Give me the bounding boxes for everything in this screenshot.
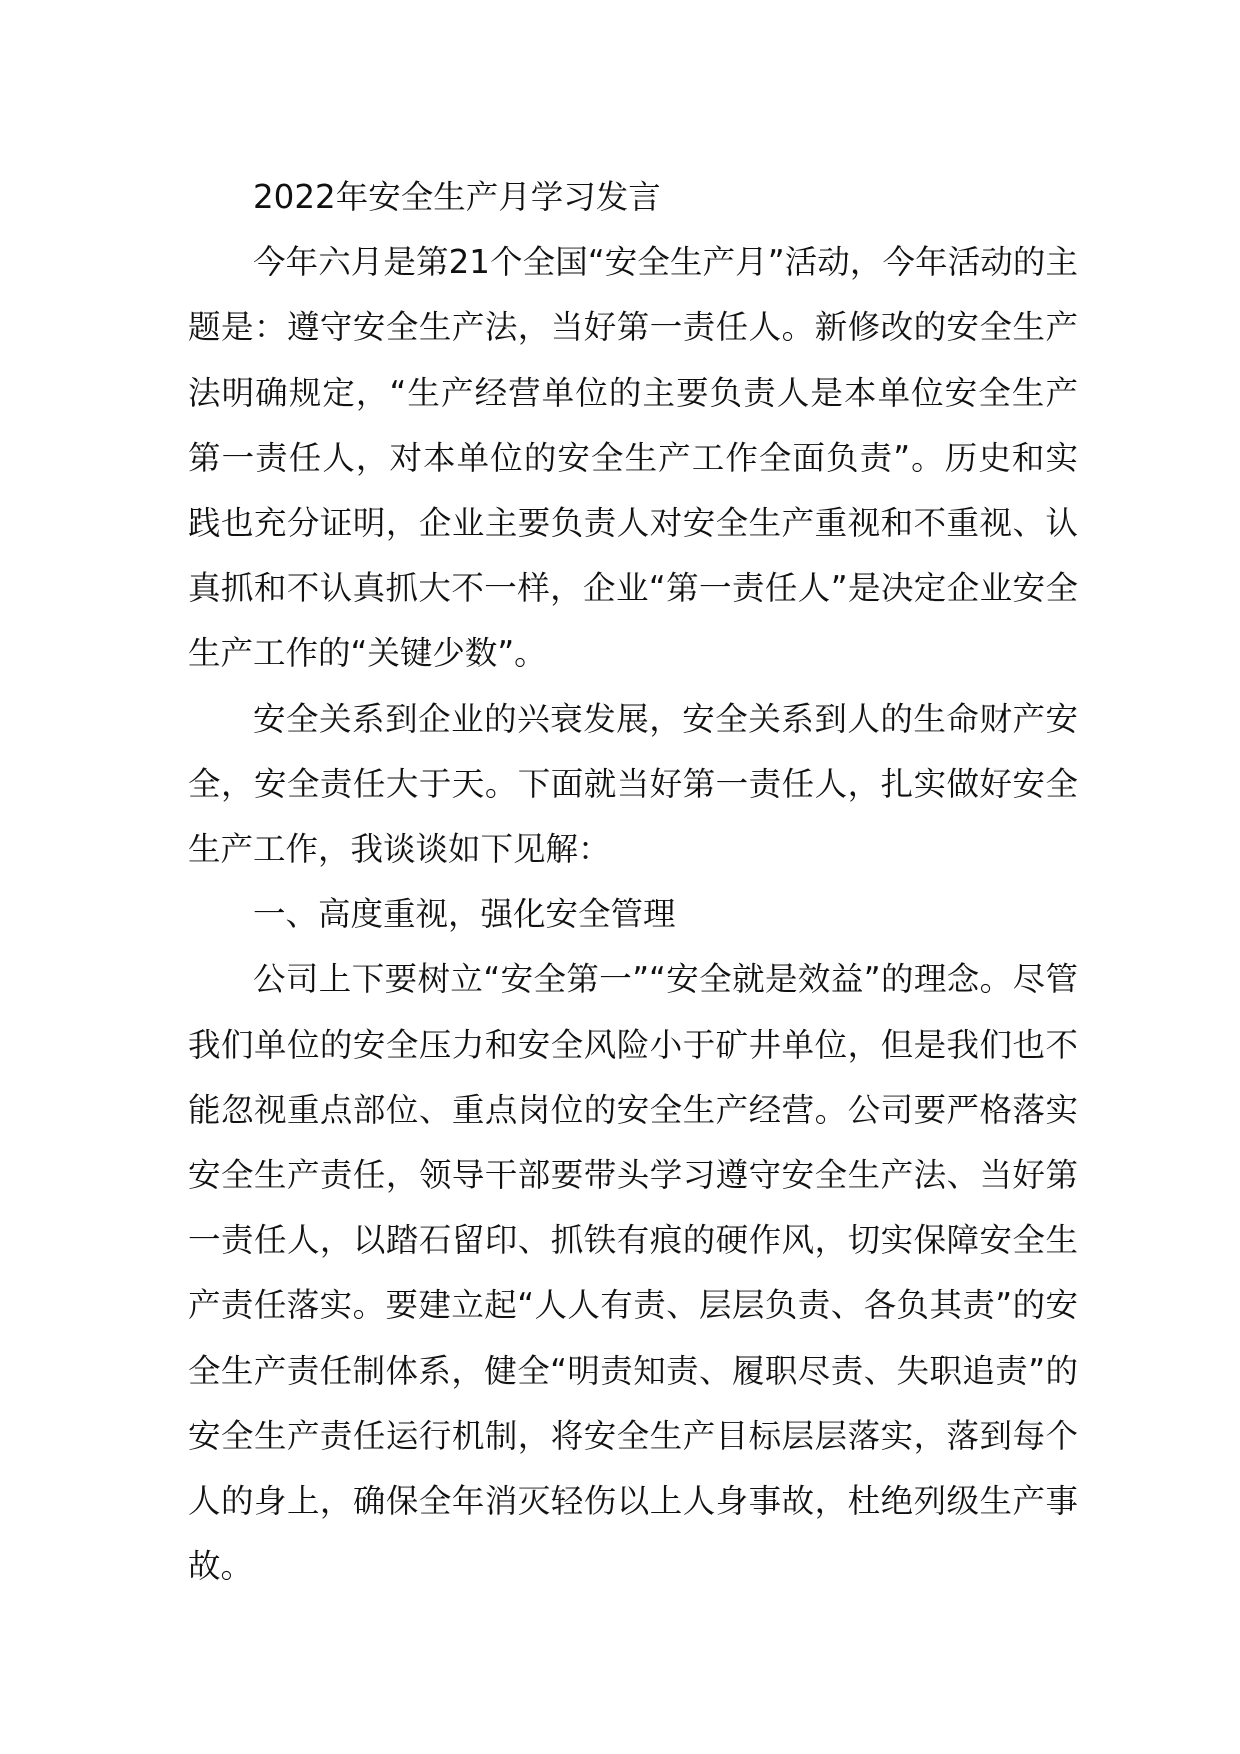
section-heading-1: 一、高度重视，强化安全管理 [253, 895, 676, 934]
paragraph-intro: 今年六月是第21个全国“安全生产月”活动，今年活动的主题是：遵守安全生产法，当好第一责任人。新修改的安全生产法明确规定，“生产经营单位的主要负责人是本单位安全生产第一责任人，对本单位的安全生产工作全面负责”。历史和实践也充分证明，企业主要负责人对安全生产重视和不重视、认真抓和不认真抓大不一样，企业“第一责任人”是决定企业安全生产工作的“关键少数”。 [188, 243, 1078, 673]
paragraph-management: 公司上下要树立“安全第一”“安全就是效益”的理念。尽管我们单位的安全压力和安全风险小于矿井单位，但是我们也不能忽视重点部位、重点岗位的安全生产经营。公司要严格落实安全生产责任，领导干部要带头学习遵守安全生产法、当好第一责任人，以踏石留印、抓铁有痕的硬作风，切实保障安全生产责任落实。要建立起“人人有责、层层负责、各负其责”的安全生产责任制体系，健全“明责知责、履职尽责、失职追责”的安全生产责任运行机制，将安全生产目标层层落实，落到每个人的身上，确保全年消灭轻伤以上人身事故，杜绝列级生产事故。 [188, 960, 1078, 1586]
document-title: 2022年安全生产月学习发言 [253, 178, 661, 216]
document-body [188, 165, 1078, 1599]
paragraph-responsibility: 安全关系到企业的兴衰发展，安全关系到人的生命财产安全，安全责任大于天。下面就当好第一责任人，扎实做好安全生产工作，我谈谈如下见解： [188, 699, 1078, 869]
